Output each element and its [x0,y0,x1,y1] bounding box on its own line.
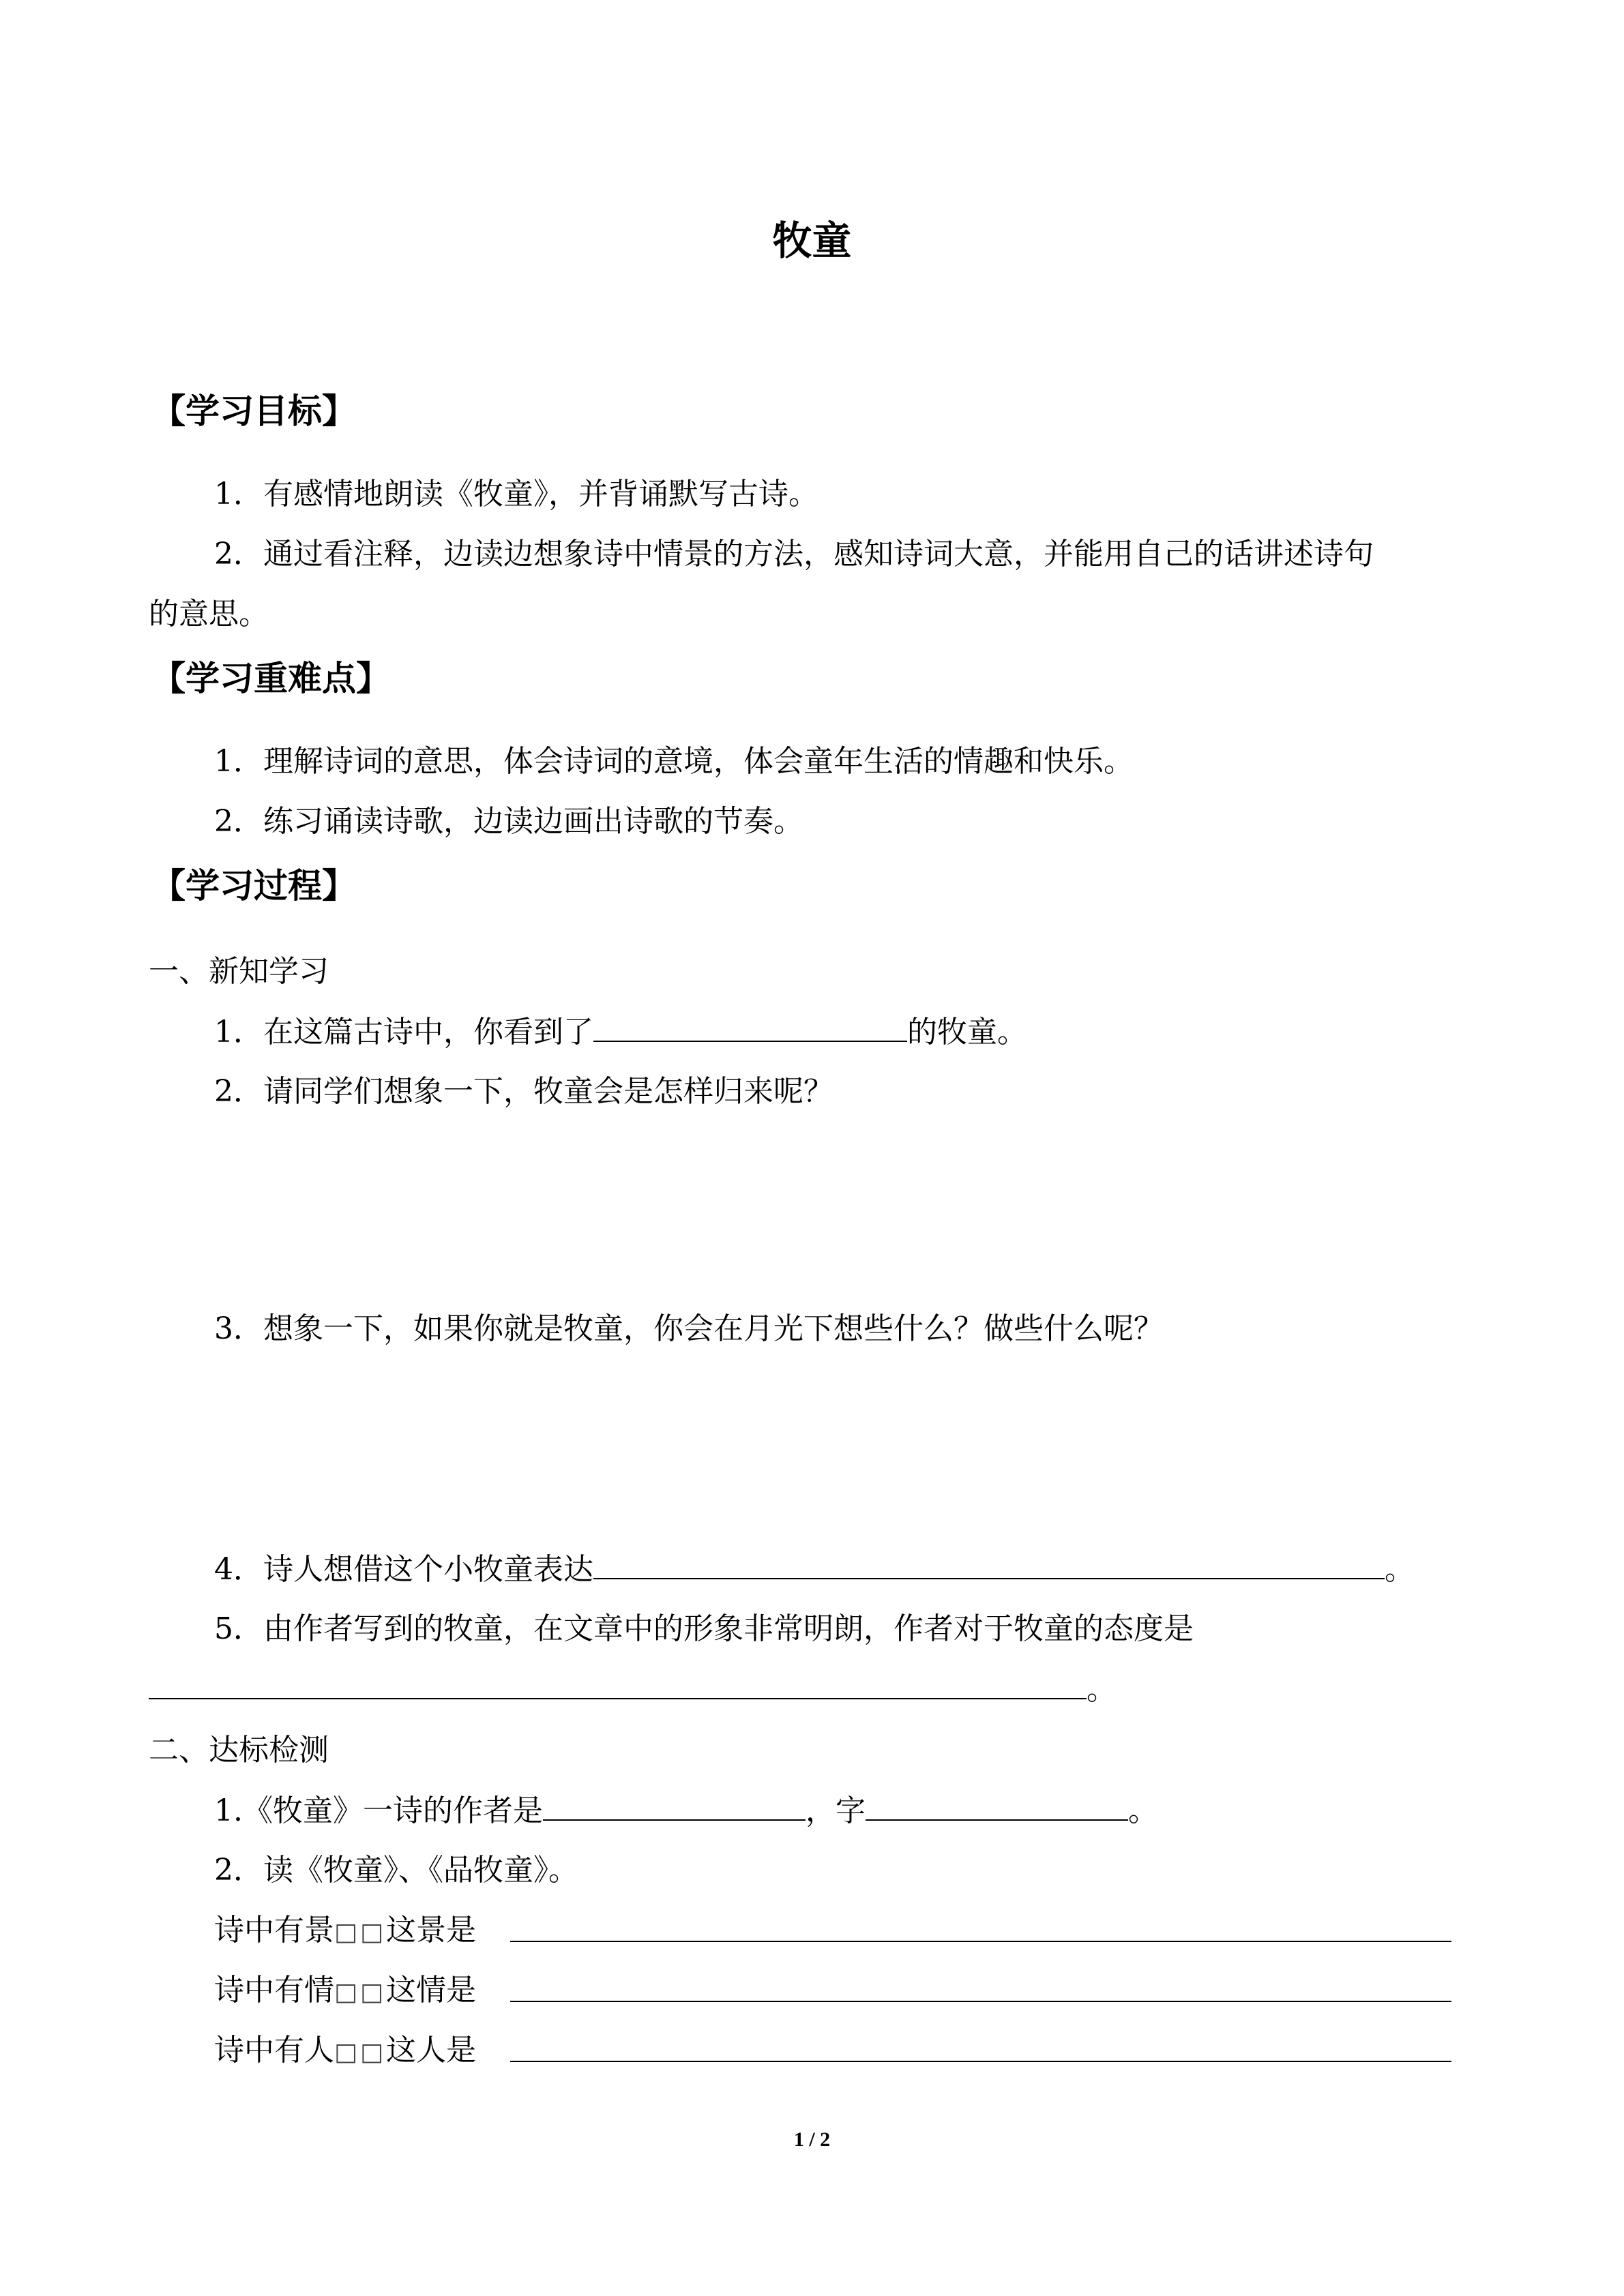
row-feeling-blank[interactable] [510,2001,1451,2002]
row-person-blank[interactable] [510,2061,1451,2062]
part2-question-1 [214,1792,1158,1830]
row-feeling-prefix: 诗中有情 [214,1973,334,2008]
part2-q1-mid: ，字 [805,1793,866,1828]
key-point-item-1: 1．理解诗词的意思，体会诗词的意境，体会童年生活的情趣和快乐。 [214,744,1134,779]
part1-q1-suffix: 的牧童。 [907,1015,1027,1049]
page-title: 牧童 [772,218,852,264]
row-feeling-suffix: 这情是 [386,1973,477,2008]
part2-q1-prefix: 1.《牧童》一诗的作者是 [214,1793,543,1828]
part1-q5-end: 。 [1087,1672,1117,1707]
part2-row-feeling [214,1972,476,2011]
part2-author-blank[interactable] [543,1792,806,1821]
objective-item-1: 1．有感情地朗读《牧童》，并背诵默写古诗。 [214,477,818,511]
part2-q1-suffix: 。 [1127,1793,1158,1828]
part1-question-3: 3．想象一下，如果你就是牧童，你会在月光下想些什么？做些什么呢？ [214,1311,1164,1346]
part1-question-5: 5．由作者写到的牧童，在文章中的形象非常明朗，作者对于牧童的态度是 [214,1611,1194,1646]
row-scene-suffix: 这景是 [386,1913,477,1948]
part2-question-2: 2．读《牧童》、《品牧童》。 [214,1853,578,1888]
key-point-item-2: 2．练习诵读诗歌，边读边画出诗歌的节奏。 [214,804,803,839]
part2-courtesy-name-blank[interactable] [866,1792,1128,1821]
page-number: 1 / 2 [793,2128,831,2151]
part1-question-4 [214,1551,1415,1588]
row-person-boxes[interactable]: □□ [334,2038,387,2066]
part1-q4-blank[interactable] [593,1551,1385,1579]
part2-label: 二、达标检测 [149,1733,329,1768]
part1-q1-prefix: 1．在这篇古诗中，你看到了 [214,1015,593,1049]
part2-row-scene [214,1912,476,1951]
part2-row-person [214,2032,476,2071]
row-person-suffix: 这人是 [386,2033,477,2068]
key-points-heading: 【学习重难点】 [151,659,390,698]
part1-q4-prefix: 4．诗人想借这个小牧童表达 [214,1552,593,1587]
part1-question-5-answer [149,1671,1117,1708]
row-scene-prefix: 诗中有景 [214,1913,334,1948]
row-scene-boxes[interactable]: □□ [334,1918,387,1946]
objectives-heading: 【学习目标】 [151,391,356,431]
objective-item-2-cont: 的意思。 [149,597,269,631]
row-scene-blank[interactable] [510,1941,1451,1942]
part1-q1-blank[interactable] [593,1013,907,1042]
part1-q5-blank[interactable] [149,1671,1087,1699]
process-heading: 【学习过程】 [151,866,356,906]
objective-item-2: 2．通过看注释，边读边想象诗中情景的方法，感知诗词大意，并能用自己的话讲述诗句 [214,537,1374,571]
row-person-prefix: 诗中有人 [214,2033,334,2068]
part1-question-2: 2．请同学们想象一下，牧童会是怎样归来呢？ [214,1074,833,1109]
part1-question-1 [214,1013,1027,1051]
part1-q4-suffix: 。 [1385,1552,1415,1587]
part1-label: 一、新知学习 [149,954,329,989]
row-feeling-boxes[interactable]: □□ [334,1978,387,2006]
